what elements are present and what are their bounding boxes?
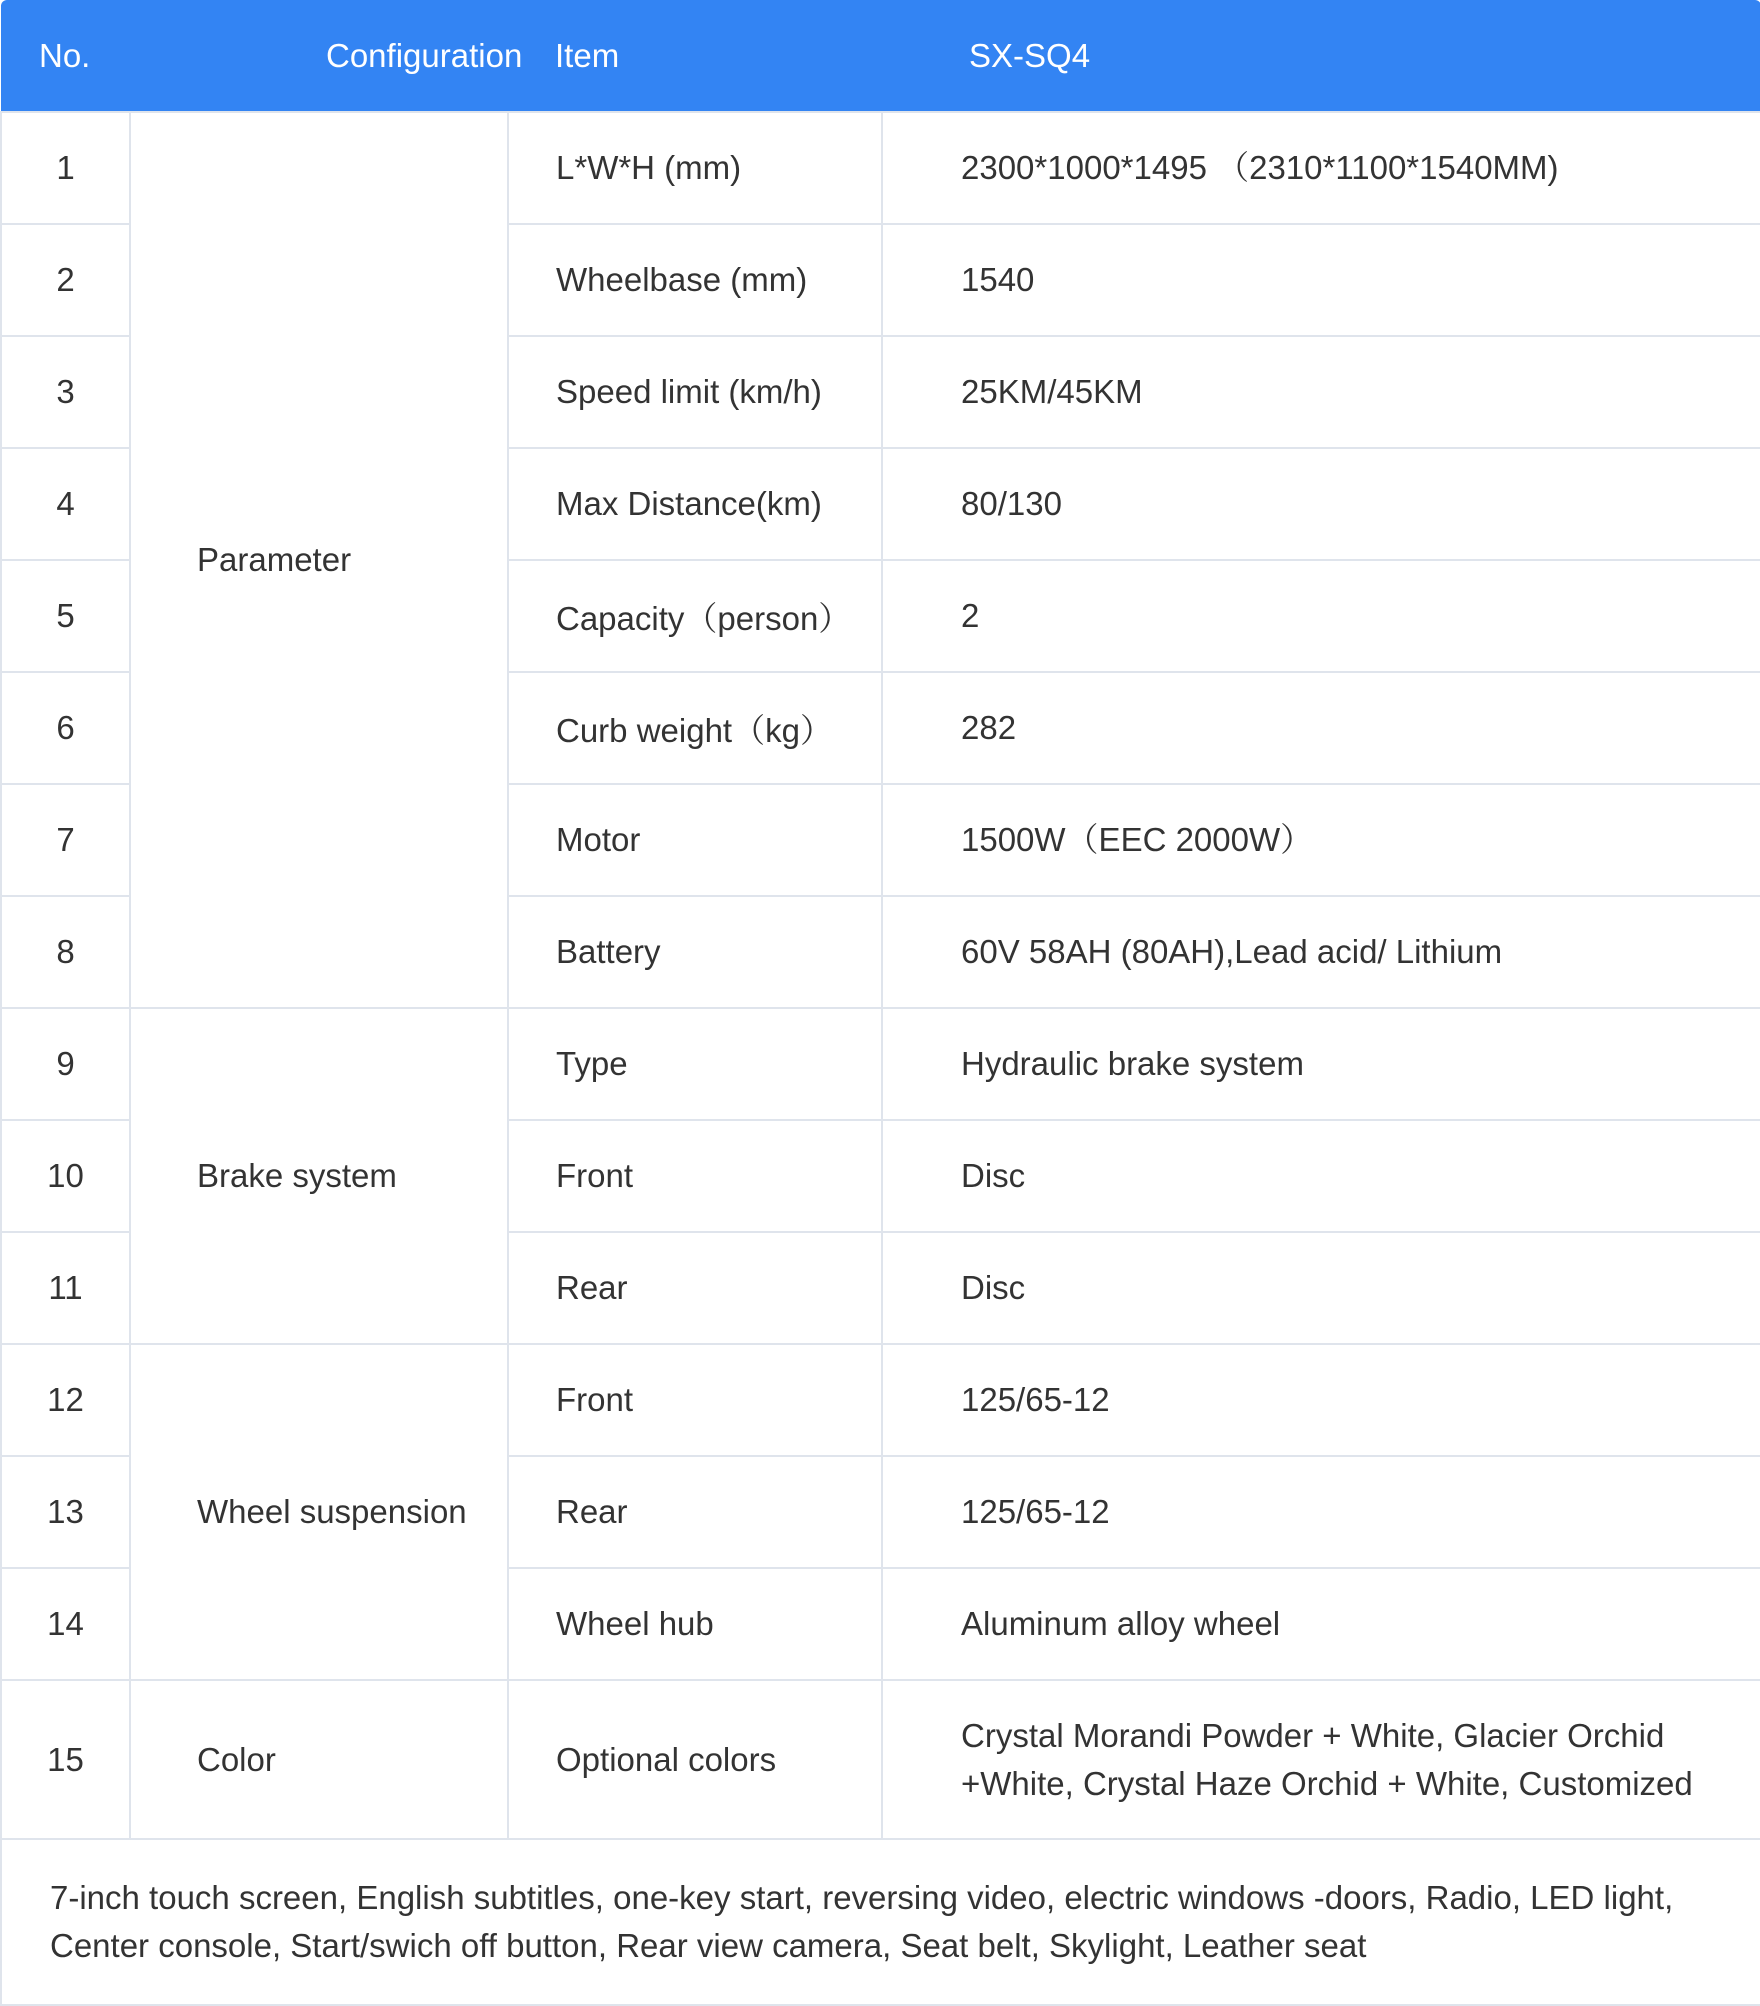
- group-brake-system: Brake system: [130, 1008, 508, 1344]
- row-item: L*W*H (mm): [508, 112, 882, 224]
- row-item: Capacity（person）: [508, 560, 882, 672]
- row-item: Wheel hub: [508, 1568, 882, 1680]
- row-item: Motor: [508, 784, 882, 896]
- row-item: Front: [508, 1344, 882, 1456]
- row-number: 10: [1, 1120, 130, 1232]
- table-row: [1, 1344, 1760, 1456]
- row-item: Type: [508, 1008, 882, 1120]
- row-value: Disc: [882, 1232, 1760, 1344]
- row-number: 5: [1, 560, 130, 672]
- row-number: 15: [1, 1680, 130, 1839]
- row-item: Speed limit (km/h): [508, 336, 882, 448]
- row-number: 9: [1, 1008, 130, 1120]
- header-configuration: Configuration: [130, 0, 508, 112]
- row-number: 7: [1, 784, 130, 896]
- group-wheel-suspension: Wheel suspension: [130, 1344, 508, 1680]
- row-value: 125/65-12: [882, 1456, 1760, 1568]
- row-value: Crystal Morandi Powder + White, Glacier Orchid +White, Crystal Haze Orchid + White, Customized: [882, 1680, 1760, 1839]
- row-value: Hydraulic brake system: [882, 1008, 1760, 1120]
- row-number: 12: [1, 1344, 130, 1456]
- row-value: Disc: [882, 1120, 1760, 1232]
- row-value: 80/130: [882, 448, 1760, 560]
- row-item: Curb weight（kg）: [508, 672, 882, 784]
- row-item: Rear: [508, 1456, 882, 1568]
- row-value: 1500W（EEC 2000W）: [882, 784, 1760, 896]
- features-note: 7-inch touch screen, English subtitles, one-key start, reversing video, electric windows -doors, Radio, LED light, Center console, Start/swich off button, Rear view camera, Seat belt, Skylight, Leather seat: [1, 1839, 1760, 2005]
- row-value: 2: [882, 560, 1760, 672]
- row-value: Aluminum alloy wheel: [882, 1568, 1760, 1680]
- group-parameter: Parameter: [130, 112, 508, 1008]
- row-value: 2300*1000*1495 （2310*1100*1540MM): [882, 112, 1760, 224]
- row-item: Front: [508, 1120, 882, 1232]
- row-number: 4: [1, 448, 130, 560]
- row-number: 8: [1, 896, 130, 1008]
- header-no: No.: [1, 0, 130, 112]
- row-value: 125/65-12: [882, 1344, 1760, 1456]
- row-number: 2: [1, 224, 130, 336]
- row-number: 6: [1, 672, 130, 784]
- row-item: Wheelbase (mm): [508, 224, 882, 336]
- row-item: Rear: [508, 1232, 882, 1344]
- row-number: 3: [1, 336, 130, 448]
- table-row: [1, 1008, 1760, 1120]
- table-row: [1, 1680, 1760, 1839]
- row-number: 14: [1, 1568, 130, 1680]
- row-item: Max Distance(km): [508, 448, 882, 560]
- row-item: Optional colors: [508, 1680, 882, 1839]
- row-item: Battery: [508, 896, 882, 1008]
- row-number: 11: [1, 1232, 130, 1344]
- row-value: 25KM/45KM: [882, 336, 1760, 448]
- table-note-row: [1, 1839, 1760, 2005]
- group-color: Color: [130, 1680, 508, 1839]
- table-header-row: [1, 0, 1760, 112]
- table-row: [1, 112, 1760, 224]
- row-value: 282: [882, 672, 1760, 784]
- header-item: Item: [508, 0, 882, 112]
- row-number: 1: [1, 112, 130, 224]
- row-value: 1540: [882, 224, 1760, 336]
- row-value: 60V 58AH (80AH),Lead acid/ Lithium: [882, 896, 1760, 1008]
- header-model: SX-SQ4: [882, 0, 1760, 112]
- row-number: 13: [1, 1456, 130, 1568]
